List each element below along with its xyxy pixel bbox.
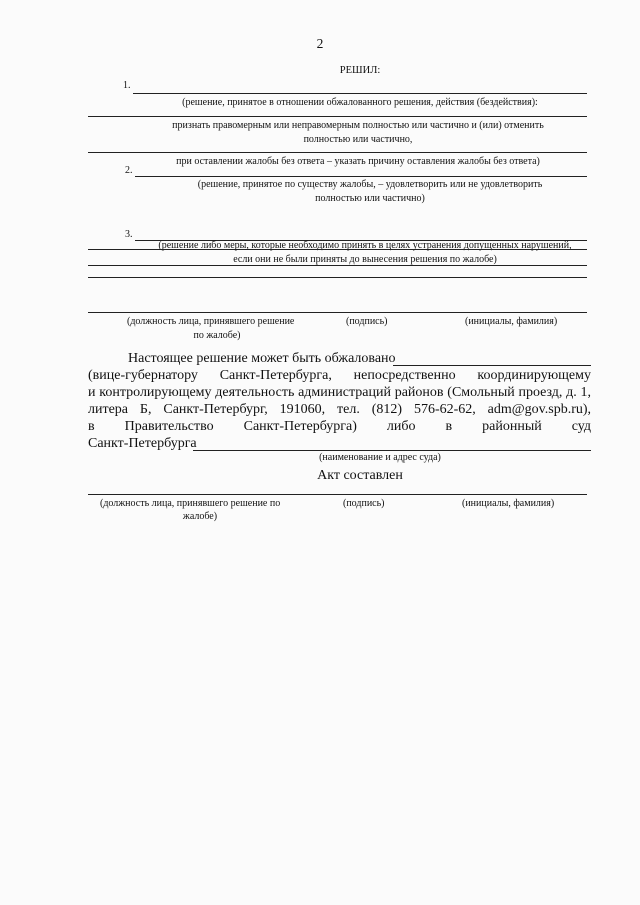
item-1-caption: (решение, принятое в отношении обжалованного решения, действия (бездействия): <box>182 97 538 108</box>
item-3-extra-line-3 <box>88 277 587 278</box>
act-position-line1: (должность лица, принявшего решение по <box>100 498 281 509</box>
appeal-line-3: и контролирующему деятельность администраций районов (Смольный проезд, д. 1, <box>88 385 592 400</box>
appeal-line-6: Санкт-Петербурга <box>88 436 197 451</box>
act-position-line2: жалобе) <box>182 511 218 522</box>
item-3-caption-line1: (решение либо меры, которые необходимо принять в целях устранения допущенных нарушений, <box>158 240 572 251</box>
decision-heading: РЕШИЛ: <box>339 65 381 76</box>
item-1-sub2: при оставлении жалобы без ответа – указать причину оставления жалобы без ответа) <box>176 156 540 167</box>
court-line <box>193 450 591 451</box>
item-3-caption-line2: если они не были приняты до вынесения решения по жалобе) <box>233 254 497 265</box>
appeal-blank-line <box>393 365 591 366</box>
court-caption: (наименование и адрес суда) <box>319 452 441 463</box>
signature1-position-line1: (должность лица, принявшего решение <box>127 316 295 327</box>
item-1-number: 1. <box>123 80 131 91</box>
item-1-sub1-line1: признать правомерным или неправомерным полностью или частично и (или) отменить <box>172 120 544 131</box>
item-2-number: 2. <box>125 165 133 176</box>
act-signature-line <box>88 494 587 495</box>
item-3-extra-line-2 <box>88 265 587 266</box>
signature1-position-line2: по жалобе) <box>193 330 241 341</box>
signature-line <box>88 312 587 313</box>
item-1-extra-line-1 <box>88 116 587 117</box>
act-signature: (подпись) <box>343 498 385 509</box>
act-heading: Акт составлен <box>317 468 403 483</box>
appeal-line-5: в Правительство Санкт-Петербурга) либо в районный суд <box>88 419 592 434</box>
appeal-line-4: литера Б, Санкт-Петербург, 191060, тел. (812) 576-62-62, adm@gov.spb.ru), <box>88 402 592 417</box>
signature1-initials: (инициалы, фамилия) <box>465 316 558 327</box>
page-number: 2 <box>316 36 324 51</box>
item-2-caption-line2: полностью или частично) <box>315 193 425 204</box>
item-1-sub1-line2: полностью или частично, <box>303 134 413 145</box>
item-2-caption-line1: (решение, принятое по существу жалобы, – удовлетворить или не удовлетворить <box>197 179 543 190</box>
appeal-line-2: (вице-губернатору Санкт-Петербурга, непосредственно координирующему <box>88 368 592 383</box>
item-1-line <box>133 93 587 94</box>
item-1-extra-line-2 <box>88 152 587 153</box>
item-3-number: 3. <box>125 229 133 240</box>
item-2-line <box>135 176 587 177</box>
act-initials: (инициалы, фамилия) <box>462 498 555 509</box>
item-3-extra-line-1 <box>88 249 587 250</box>
appeal-line-1: Настоящее решение может быть обжаловано <box>128 351 396 366</box>
signature1-signature: (подпись) <box>346 316 388 327</box>
